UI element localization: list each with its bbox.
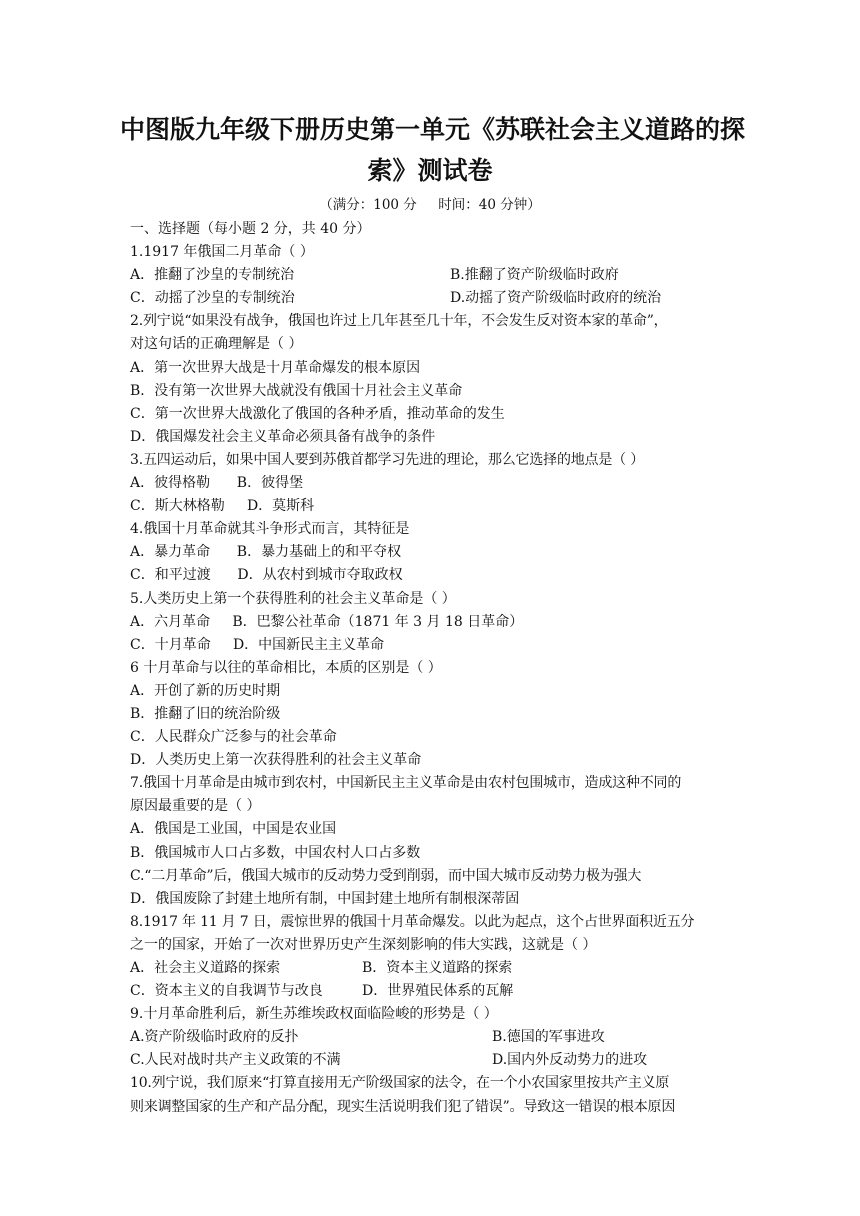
question-7-option-b: B．俄国城市人口占多数，中国农村人口占多数 [130, 844, 421, 861]
question-8-option-a: A．社会主义道路的探索 [130, 960, 281, 976]
question-2-option-b: B．没有第一次世界大战就没有俄国十月社会主义革命 [130, 382, 463, 399]
question-7-option-d: D．俄国废除了封建土地所有制，中国封建土地所有制根深蒂固 [130, 890, 520, 907]
question-3-options-ab: A．彼得格勒 B．彼得堡 [130, 475, 304, 492]
question-1-options-ab [130, 264, 740, 287]
page-title-line-1: 中图版九年级下册历史第一单元《苏联社会主义道路的探 [120, 115, 746, 144]
question-7-option-c: C.“二月革命”后，俄国大城市的反动势力受到削弱，而中国大城市反动势力极为强大 [130, 867, 642, 884]
question-10-stem-line-1: 10.列宁说，我们原来“打算直接用无产阶级国家的法令，在一个小农国家里按共产主义原 [130, 1075, 670, 1092]
question-1-stem: 1.1917 年俄国二月革命（ ） [130, 244, 314, 261]
question-5-stem: 5.人类历史上第一个获得胜利的社会主义革命是（ ） [130, 590, 456, 607]
question-2-option-d: D．俄国爆发社会主义革命必须具备有战争的条件 [130, 428, 436, 445]
question-6-option-d: D．人类历史上第一次获得胜利的社会主义革命 [130, 752, 422, 769]
question-9-option-c: C.人民对战时共产主义政策的不满 [130, 1052, 341, 1069]
exam-info: （满分：100 分 时间：40 分钟） [319, 197, 541, 213]
question-5-options-cd: C．十月革命 D．中国新民主主义革命 [130, 636, 385, 653]
question-8-options-cd [130, 980, 740, 1003]
question-1-option-b: B.推翻了资产阶级临时政府 [450, 267, 619, 284]
question-9-options-ab [130, 1026, 740, 1049]
question-6-option-c: C．人民群众广泛参与的社会革命 [130, 729, 337, 746]
question-8-stem-line-2: 之一的国家，开始了一次对世界历史产生深刻影响的伟大实践，这就是（ ） [130, 936, 597, 953]
question-7-option-a: A．俄国是工业国，中国是农业国 [130, 821, 337, 838]
question-4-options-ab: A．暴力革命 B．暴力基础上的和平夺权 [130, 544, 402, 561]
question-2-option-c: C．第一次世界大战激化了俄国的各种矛盾，推动革命的发生 [130, 405, 505, 422]
question-7-stem-line-2: 原因最重要的是（ ） [130, 798, 261, 815]
question-5-options-ab: A．六月革命 B．巴黎公社革命（1871 年 3 月 18 日革命） [130, 613, 524, 630]
question-9-option-b: B.德国的军事进攻 [492, 1029, 605, 1046]
question-8-option-c: C．资本主义的自我调节与改良 [130, 983, 323, 1000]
question-4-stem: 4.俄国十月革命就其斗争形式而言，其特征是 [130, 521, 410, 538]
question-10-stem-line-2: 则来调整国家的生产和产品分配，现实生活说明我们犯了错误”。导致这一错误的根本原因 [130, 1098, 676, 1115]
question-1-option-a: A．推翻了沙皇的专制统治 [130, 267, 295, 284]
question-4-options-cd: C．和平过渡 D．从农村到城市夺取政权 [130, 567, 403, 584]
question-3-options-cd: C．斯大林格勒 D．莫斯科 [130, 498, 315, 515]
question-9-stem: 9.十月革命胜利后，新生苏维埃政权面临险峻的形势是（ ） [130, 1006, 498, 1023]
question-8-option-d: D．世界殖民体系的瓦解 [362, 983, 514, 1000]
question-8-stem-line-1: 8.1917 年 11 月 7 日，震惊世界的俄国十月革命爆发。以此为起点，这个占世界面积近五分 [130, 913, 695, 930]
question-9-option-d: D.国内外反动势力的进攻 [492, 1052, 648, 1069]
question-6-stem: 6 十月革命与以往的革命相比，本质的区别是（ ） [130, 659, 442, 676]
question-1-option-d: D.动摇了资产阶级临时政府的统治 [450, 290, 662, 307]
question-7-stem-line-1: 7.俄国十月革命是由城市到农村，中国新民主主义革命是由农村包围城市，造成这种不同的 [130, 775, 682, 792]
question-2-option-a: A．第一次世界大战是十月革命爆发的根本原因 [130, 359, 421, 376]
question-8-options-ab [130, 957, 740, 980]
question-1-option-c: C．动摇了沙皇的专制统治 [130, 290, 295, 307]
question-9-options-cd [130, 1049, 740, 1072]
section-heading: 一、选择题（每小题 2 分，共 40 分） [130, 221, 371, 237]
page-title-line-2: 索》测试卷 [367, 156, 493, 185]
question-2-stem-line-1: 2.列宁说“如果没有战争，俄国也许过上几年甚至几十年，不会发生反对资本家的革命”， [130, 313, 668, 330]
question-8-option-b: B．资本主义道路的探索 [362, 960, 513, 976]
question-9-option-a: A.资产阶级临时政府的反扑 [130, 1029, 299, 1046]
question-list [130, 218, 740, 1119]
question-2-stem-line-2: 对这句话的正确理解是（ ） [130, 336, 303, 353]
question-6-option-a: A．开创了新的历史时期 [130, 682, 281, 699]
question-6-option-b: B．推翻了旧的统治阶级 [130, 705, 281, 722]
question-1-options-cd [130, 287, 740, 310]
question-3-stem: 3.五四运动后，如果中国人要到苏俄首都学习先进的理论，那么它选择的地点是（ ） [130, 451, 645, 468]
